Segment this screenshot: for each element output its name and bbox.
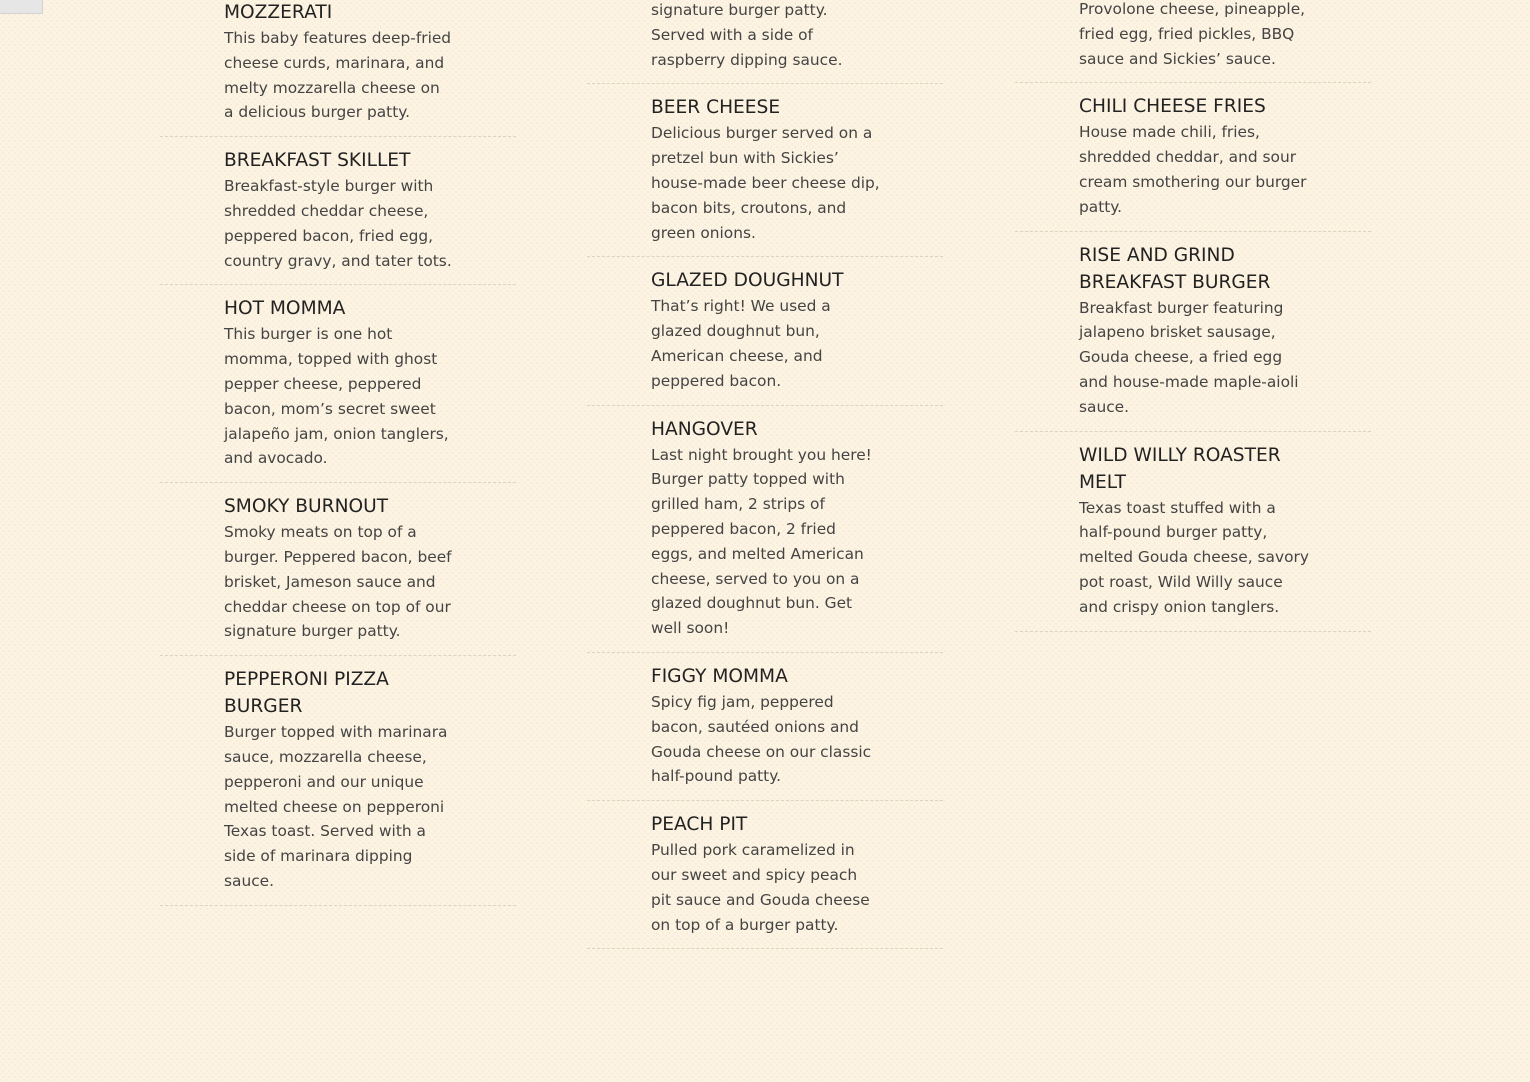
menu-item-hangover	[587, 406, 943, 653]
menu-item-description: signature burger patty. Served with a side of raspberry dipping sauce.	[651, 1, 843, 69]
menu-item-name: PEACH PIT	[651, 814, 748, 836]
menu-column-3	[1015, 0, 1371, 632]
menu-item-description: This baby features deep-fried cheese curds, marinara, and melty mozzarella cheese on a delicious burger patty.	[224, 29, 452, 122]
menu-item-description: Smoky meats on top of a burger. Peppered bacon, beef brisket, Jameson sauce and cheddar cheese on top of our signature burger patty.	[224, 523, 452, 641]
menu-item-name: MOZZERATI	[224, 2, 333, 23]
menu-item-description: That’s right! We used a glazed doughnut bun, American cheese, and peppered bacon.	[651, 297, 831, 390]
menu-item-name: GLAZED DOUGHNUT	[651, 270, 844, 292]
menu-item-chili-cheese-fries	[1015, 83, 1371, 231]
menu-item-continued	[587, 0, 943, 84]
menu-item-hot-momma	[160, 285, 516, 483]
corner-tab	[0, 0, 43, 14]
menu-item-description: Burger topped with marinara sauce, mozzarella cheese, pepperoni and our unique melted cheese on pepperoni Texas toast. Served with a side of marinara dipping sauce.	[224, 723, 448, 890]
menu-item-description: Spicy fig jam, peppered bacon, sautéed onions and Gouda cheese on our classic half-pound patty.	[651, 692, 872, 786]
menu-item-description: Provolone cheese, pineapple, fried egg, fried pickles, BBQ sauce and Sickies’ sauce.	[1079, 0, 1306, 68]
menu-item-name: HOT MOMMA	[224, 298, 346, 320]
menu-item-description: Delicious burger served on a pretzel bun with Sickies’ house-made beer cheese dip, bacon bits, croutons, and green onions.	[651, 124, 880, 242]
menu-item-name: WILD WILLY ROASTER MELT	[1079, 444, 1281, 493]
menu-column-1	[160, 0, 516, 906]
menu-item-name: BEER CHEESE	[651, 97, 781, 119]
menu-item-name: RISE AND GRIND BREAKFAST BURGER	[1079, 244, 1271, 293]
menu-item-name: PEPPERONI PIZZA BURGER	[224, 669, 389, 718]
menu-item-description: Texas toast stuffed with a half-pound burger patty, melted Gouda cheese, savory pot roast, Wild Willy sauce and crispy onion tanglers.	[1079, 498, 1309, 616]
menu-item-smoky-burnout	[160, 483, 516, 656]
menu-item-breakfast-skillet	[160, 137, 516, 285]
menu-item-name: CHILI CHEESE FRIES	[1079, 96, 1266, 118]
menu-item-description: Last night brought you here! Burger patty topped with grilled ham, 2 strips of peppered bacon, 2 fried eggs, and melted American cheese, served to you on a glazed doughnut bun. Get well soon!	[651, 445, 872, 638]
menu-item-description: Breakfast-style burger with shredded cheddar cheese, peppered bacon, fried egg, country gravy, and tater tots.	[224, 177, 452, 270]
menu-item-name: FIGGY MOMMA	[651, 665, 788, 687]
menu-item-rise-and-grind	[1015, 232, 1371, 432]
menu-item-continued	[1015, 0, 1371, 83]
menu-item-figgy-momma	[587, 653, 943, 801]
menu-item-name: BREAKFAST SKILLET	[224, 150, 411, 172]
menu-item-description: House made chili, fries, shredded cheddar, and sour cream smothering our burger patty.	[1079, 123, 1307, 216]
menu-item-description: This burger is one hot momma, topped with ghost pepper cheese, peppered bacon, mom’s secret sweet jalapeño jam, onion tanglers, and avocado.	[224, 325, 449, 468]
menu-item-peach-pit	[587, 801, 943, 949]
menu-item-glazed-doughnut	[587, 257, 943, 405]
menu-item-mozzerati	[160, 0, 516, 137]
menu-item-description: Pulled pork caramelized in our sweet and spicy peach pit sauce and Gouda cheese on top of a burger patty.	[651, 841, 870, 934]
menu-item-pepperoni-pizza-burger	[160, 656, 516, 906]
menu-item-beer-cheese	[587, 84, 943, 257]
menu-item-wild-willy-roaster-melt	[1015, 432, 1371, 632]
menu-item-description: Breakfast burger featuring jalapeno brisket sausage, Gouda cheese, a fried egg and house-made maple-aioli sauce.	[1079, 298, 1299, 416]
menu-column-2	[587, 0, 943, 949]
menu-item-name: HANGOVER	[651, 418, 758, 440]
menu-item-name: SMOKY BURNOUT	[224, 496, 389, 518]
